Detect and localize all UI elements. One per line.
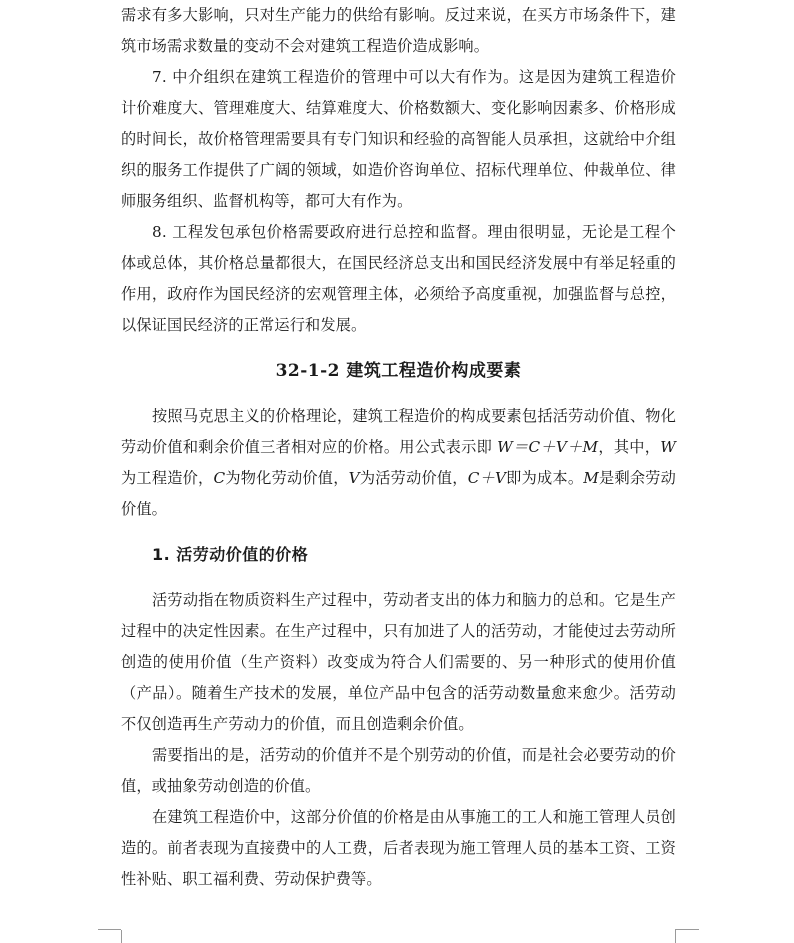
- paragraph-item-7: 7. 中介组织在建筑工程造价的管理中可以大有作为。这是因为建筑工程造价计价难度大、管理难度大、结算难度大、价格数额大、变化影响因素多、价格形成的时间长，故价格管理需要具有专门知识和经验的高智能人员承担，这就给中介组织的服务工作提供了广阔的领域，如造价咨询单位、招标代理单位、仲裁单位、律师服务组织、监督机构等，都可大有作为。: [121, 68, 676, 210]
- variable-w: W: [660, 438, 676, 456]
- formula-text-6: 即为成本。: [506, 469, 584, 487]
- paragraph-live-labor-3: 在建筑工程造价中，这部分价值的价格是由从事施工的工人和施工管理人员创造的。前者表现为直接费中的人工费，后者表现为施工管理人员的基本工资、工资性补贴、职工福利费、劳动保护费等。: [121, 808, 676, 888]
- page-content: [121, 0, 676, 895]
- variable-m: M: [583, 469, 599, 487]
- formula-text-7: 是剩余劳动价值。: [121, 469, 677, 518]
- formula-text-3: 为工程造价，: [121, 469, 214, 487]
- margin-corner-mark-right-vertical: [675, 930, 700, 943]
- margin-corner-mark-left-vertical: [98, 930, 122, 943]
- paragraph-formula: [121, 401, 676, 525]
- formula-text-1: 按照马克思主义的价格理论，建筑工程造价的构成要素包括活劳动价值、物化劳动价值和剩余价值三者相对应的价格。用公式表示即: [121, 407, 676, 456]
- variable-v: V: [348, 469, 360, 487]
- paragraph-item-8: 8. 工程发包承包价格需要政府进行总控和监督。理由很明显，无论是工程个体或总体，其价格总量都很大，在国民经济总支出和国民经济发展中有举足轻重的作用，政府作为国民经济的宏观管理主体，必须给予高度重视，加强监督与总控，以保证国民经济的正常运行和发展。: [121, 223, 676, 334]
- subsection-heading: 1. 活劳动价值的价格: [152, 545, 309, 564]
- paragraph-live-labor-1: 活劳动指在物质资料生产过程中，劳动者支出的体力和脑力的总和。它是生产过程中的决定性因素。在生产过程中，只有加进了人的活劳动，才能使过去劳动所创造的使用价值（生产资料）改变成为符合人们需要的、另一种形式的使用价值（产品）。随着生产技术的发展，单位产品中包含的活劳动数量愈来愈少。活劳动不仅创造再生产劳动力的价值，而且创造剩余价值。: [121, 591, 676, 733]
- variable-c: C: [213, 469, 226, 487]
- section-heading: 32-1-2 建筑工程造价构成要素: [275, 361, 522, 381]
- formula-cost: C＋V: [467, 469, 507, 487]
- paragraph-live-labor-2: 需要指出的是，活劳动的价值并不是个别劳动的价值，而是社会必要劳动的价值，或抽象劳动创造的价值。: [121, 746, 676, 795]
- formula-expression: W＝C＋V＋M: [497, 438, 599, 456]
- paragraph-continuation: 需求有多大影响，只对生产能力的供给有影响。反过来说，在买方市场条件下，建筑市场需求数量的变动不会对建筑工程造价造成影响。: [121, 6, 676, 55]
- formula-text-5: 为活劳动价值，: [359, 469, 468, 487]
- formula-text-4: 为物化劳动价值，: [225, 469, 349, 487]
- formula-text-2: ，其中，: [598, 438, 661, 456]
